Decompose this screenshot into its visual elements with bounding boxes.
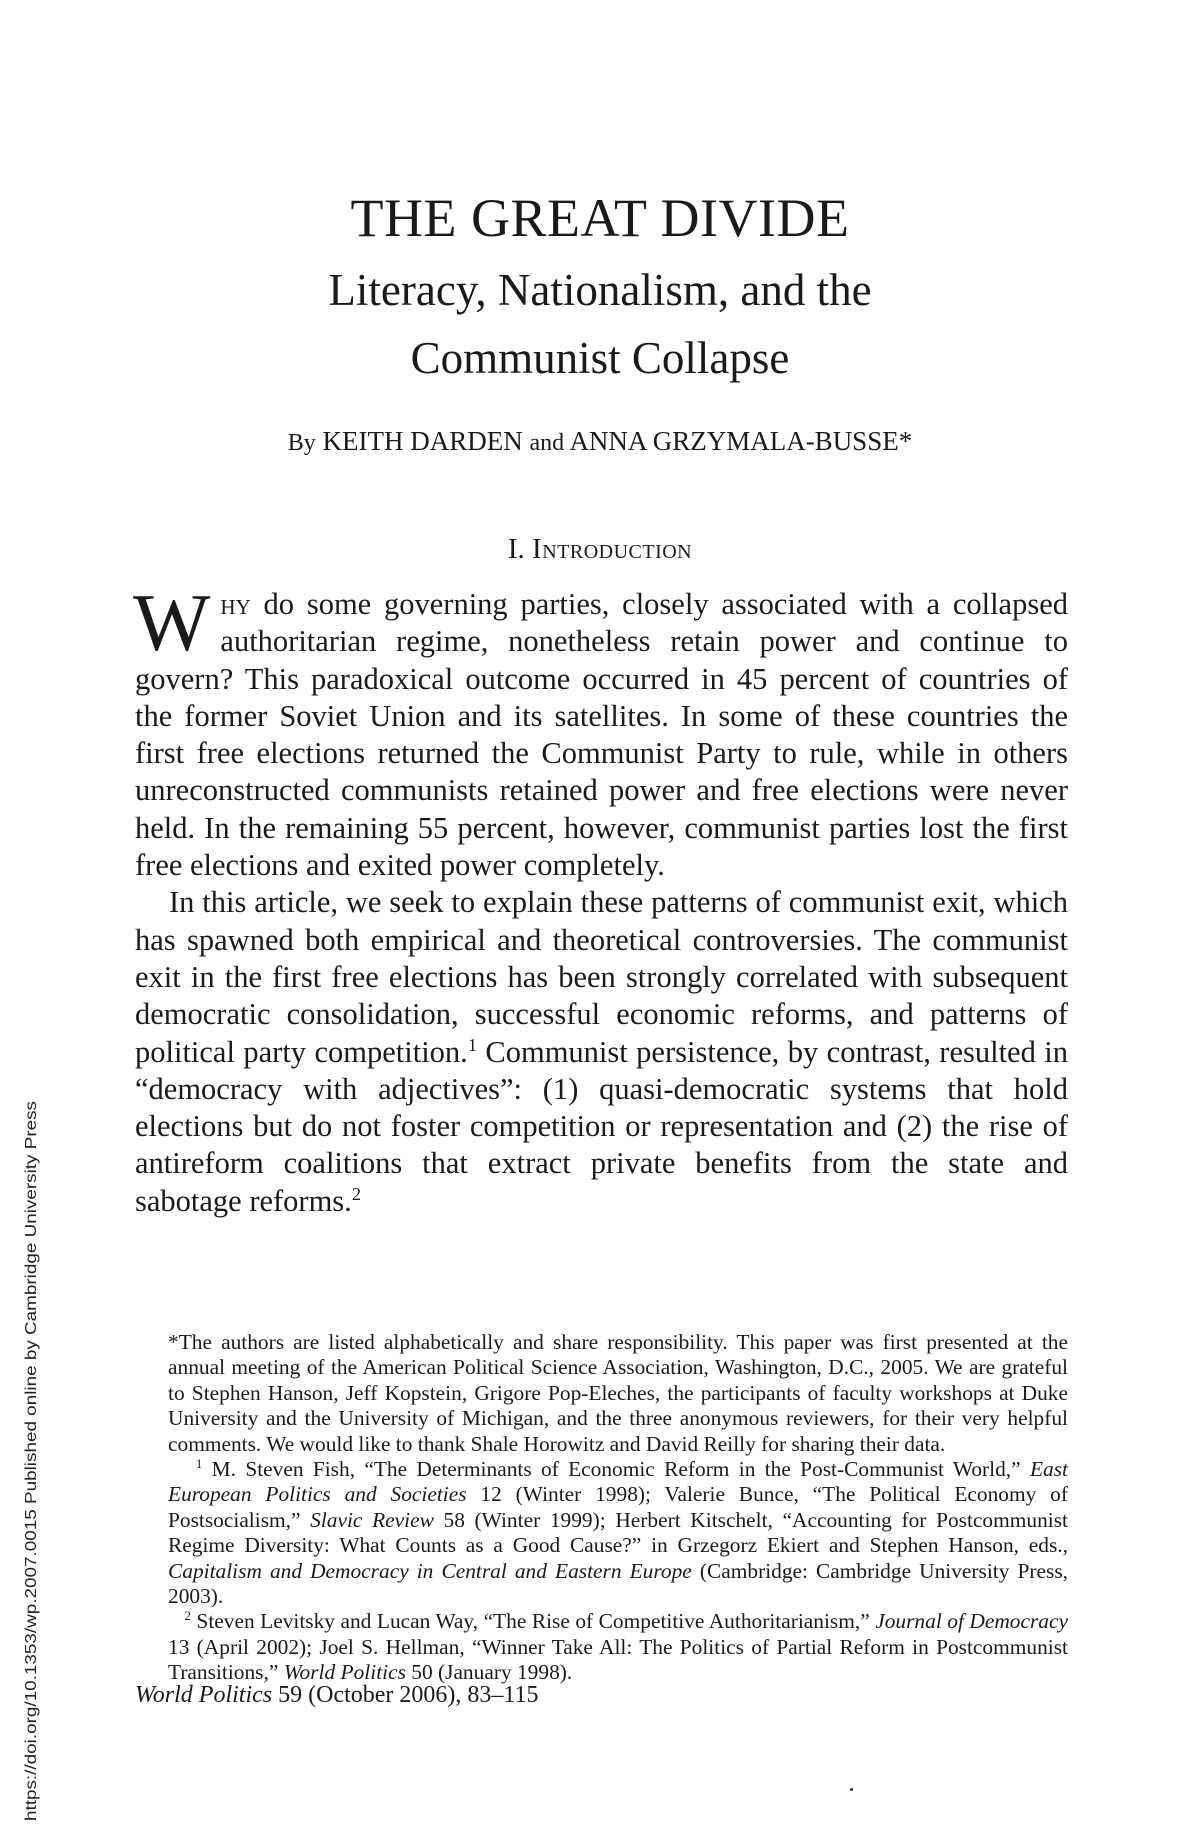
paragraph-2-text-a: In this article, we seek to explain these patterns of communist exit, which has spawned both empirical and theoretical controversies. The communist exit in the first free elections has been strongly correlated with subsequent democratic consolidation, successful economic reforms, and patterns of political party competition. xyxy=(135,885,1068,1069)
lead-in: hy xyxy=(220,587,251,621)
footnote-1 xyxy=(168,1457,1068,1609)
footnote-1-text-b: 12 (Winter 1998); Valerie Bunce, “The Political Economy of Postsocialism,” xyxy=(168,1482,1068,1532)
footnote-2-text-c: 50 (January 1998). xyxy=(405,1660,573,1685)
section-numeral: I. xyxy=(507,533,525,565)
side-doi-notice-svg xyxy=(19,1098,43,1821)
side-doi-text[interactable]: https://doi.org/10.1353/wp.2007.0015 Published online by Cambridge University Press xyxy=(23,1226,40,1821)
article-subtitle-line-1: Literacy, Nationalism, and the xyxy=(328,265,872,315)
byline xyxy=(0,425,1200,459)
paragraph-2 xyxy=(135,884,1068,1220)
footnote-1-text-d: (Cambridge: Cambridge University Press, 2003). xyxy=(168,1558,1069,1609)
footnote-1-mark: 1 xyxy=(195,1456,203,1471)
paragraph-1 xyxy=(133,577,1068,884)
drop-cap: W xyxy=(133,577,211,668)
section-title: Introduction xyxy=(532,533,693,565)
footnote-1-journal-a: East European Politics and Societies xyxy=(168,1457,1068,1507)
paragraph-2-text-b: Communist persistence, by contrast, resulted in “democracy with adjectives”: (1) quasi-democratic systems that hold elections but do not foster competition or representation and (2) the rise of antireform coalitions that extract private benefits from the state and sabotage reforms. xyxy=(135,1034,1068,1218)
body-text xyxy=(133,577,1068,1220)
footnote-2-text-b: 13 (April 2002); Joel S. Hellman, “Winner Take All: The Politics of Partial Reform in Postcommunist Transitions,” xyxy=(168,1634,1068,1685)
journal-details: 59 (October 2006), 83–115 xyxy=(272,1682,539,1708)
side-doi-notice[interactable] xyxy=(19,1098,43,1821)
footnote-2-journal-b: World Politics xyxy=(283,1660,406,1685)
journal-citation xyxy=(135,1680,539,1710)
footnote-1-book-title: Capitalism and Democracy in Central and Eastern Europe xyxy=(168,1558,692,1583)
footnote-2 xyxy=(168,1609,1068,1685)
footnote-star xyxy=(168,1330,1068,1457)
page-speck xyxy=(850,1788,853,1791)
byline-by: By xyxy=(287,430,316,456)
footnote-star-mark: * xyxy=(168,1330,179,1354)
article-title: THE GREAT DIVIDE xyxy=(350,188,850,248)
footnote-1-text-a: M. Steven Fish, “The Determinants of Economic Reform in the Post-Communist World,” xyxy=(202,1457,1030,1482)
author-1: KEITH DARDEN xyxy=(322,426,523,456)
section-heading xyxy=(0,532,1200,566)
footnote-ref-1[interactable]: 1 xyxy=(467,1034,477,1055)
byline-and: and xyxy=(529,430,565,456)
footnote-2-journal-a: Journal of Democracy xyxy=(875,1609,1068,1634)
footnote-2-text-a: Steven Levitsky and Lucan Way, “The Rise of Competitive Authoritarianism,” xyxy=(190,1609,876,1634)
paragraph-1-text: do some governing parties, closely associated with a collapsed authoritarian regime, nonetheless retain power and continue to govern? This paradoxical outcome occurred in 45 percent of countries of the former Soviet Union and its satellites. In some of these countries the first free elections returned the Communist Party to rule, while in others unreconstructed communists retained power and free elections were never held. In the remaining 55 percent, however, communist parties lost the first free elections and exited power completely. xyxy=(135,587,1068,883)
footnote-2-mark: 2 xyxy=(184,1609,191,1624)
footnotes xyxy=(168,1330,1068,1686)
author-2: ANNA GRZYMALA-BUSSE xyxy=(569,426,899,456)
author-footnote-mark: * xyxy=(898,426,913,456)
footnote-1-text-c: 58 (Winter 1999); Herbert Kitschelt, “Accounting for Postcommunist Regime Diversity: What Counts as a Good Cause?” in Grzegorz Ekiert and Stephen Hanson, eds., xyxy=(168,1507,1068,1558)
article-subtitle-line-2: Communist Collapse xyxy=(410,333,790,383)
journal-name: World Politics xyxy=(135,1682,273,1708)
footnote-star-text: The authors are listed alphabetically and share responsibility. This paper was first presented at the annual meeting of the American Political Science Association, Washington, D.C., 2005. We are grateful to Stephen Hanson, Jeff Kopstein, Grigore Pop-Eleches, the participants of faculty workshops at Duke University and the University of Michigan, and the three anonymous reviewers, for their very helpful comments. We would like to thank Shale Horowitz and David Reilly for sharing their data. xyxy=(168,1330,1068,1456)
footnote-ref-2[interactable]: 2 xyxy=(351,1183,361,1204)
footnote-1-journal-b: Slavic Review xyxy=(310,1507,434,1532)
